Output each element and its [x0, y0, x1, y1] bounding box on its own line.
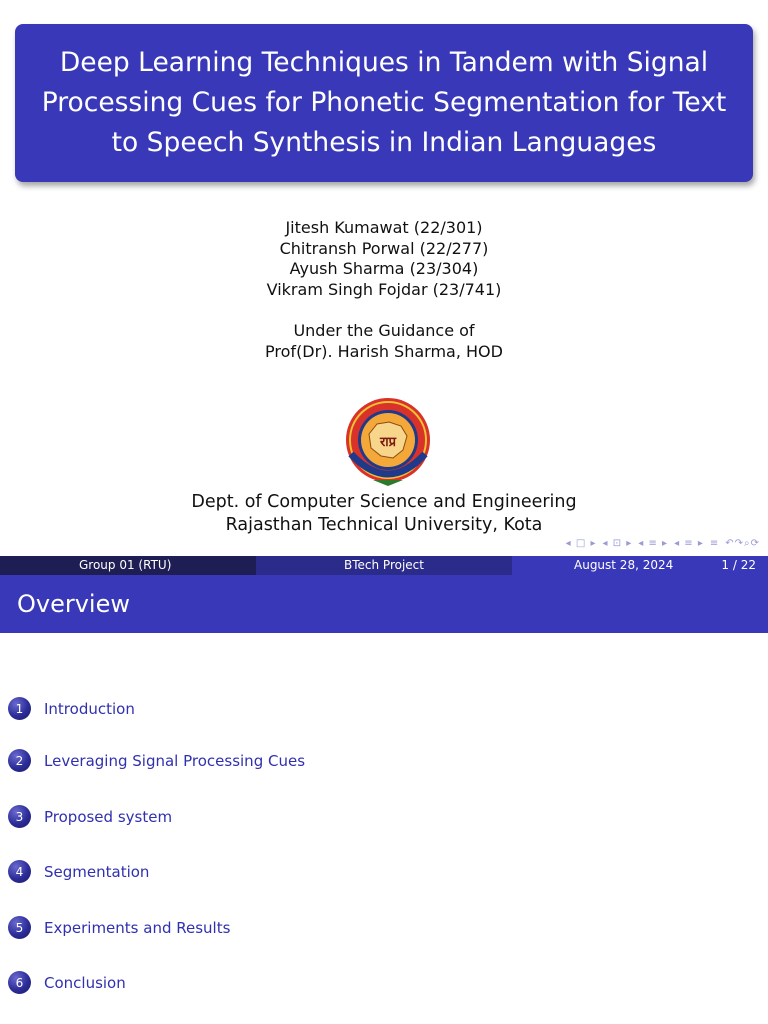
svg-text:राप्र: राप्र: [379, 435, 397, 450]
slide-footer: [0, 556, 768, 575]
toc-link[interactable]: Leveraging Signal Processing Cues: [44, 751, 306, 770]
toc-item-signal-processing[interactable]: [8, 749, 305, 772]
university-seal-icon: [343, 394, 433, 488]
toc-number-ball: 6: [8, 971, 31, 994]
toc-number-ball: 1: [8, 697, 31, 720]
author-name: Chitransh Porwal (22/277): [279, 238, 489, 258]
toc-link[interactable]: Proposed system: [44, 807, 173, 826]
footer-date: August 28, 2024: [574, 558, 674, 572]
footer-group-cell: [0, 556, 256, 575]
toc-number-ball: 4: [8, 860, 31, 883]
beamer-navigation[interactable]: [566, 538, 760, 549]
overview-slide: [0, 575, 768, 1024]
frame-title-bar: [0, 575, 768, 633]
guide-name: Prof(Dr). Harish Sharma, HOD: [265, 342, 503, 361]
toc-item-segmentation[interactable]: [8, 860, 149, 883]
author-name: Ayush Sharma (23/304): [289, 259, 479, 278]
department-name: Dept. of Computer Science and Engineering: [191, 492, 577, 512]
footer-page-number: 1 / 22: [721, 558, 756, 572]
footer-project: BTech Project: [256, 556, 512, 575]
nav-section-icon[interactable]: ◂ ≡ ▸: [638, 538, 669, 549]
toc-number-ball: 5: [8, 916, 31, 939]
author-name: Vikram Singh Fojdar (23/741): [266, 279, 502, 299]
frame-title: Overview: [17, 590, 130, 618]
toc-link[interactable]: Conclusion: [44, 973, 126, 992]
toc-item-conclusion[interactable]: [8, 971, 126, 994]
author-list: [0, 218, 768, 300]
toc-link[interactable]: Introduction: [44, 699, 135, 718]
toc-item-experiments[interactable]: [8, 916, 230, 939]
toc-link[interactable]: Experiments and Results: [44, 918, 231, 937]
title-box: [15, 24, 753, 182]
nav-search-icon[interactable]: ↶↷⌕⟳: [725, 538, 760, 549]
guidance-block: [0, 320, 768, 362]
toc-item-introduction[interactable]: [8, 697, 135, 720]
toc-link[interactable]: Segmentation: [44, 862, 150, 881]
nav-menu-icon[interactable]: ≡: [709, 538, 720, 549]
author-name: Jitesh Kumawat (22/301): [285, 218, 483, 237]
footer-date-cell: [512, 556, 768, 575]
toc-item-proposed-system[interactable]: [8, 805, 172, 828]
footer-group: Group 01 (RTU): [79, 558, 172, 572]
guidance-label: Under the Guidance of: [293, 321, 475, 340]
toc-number-ball: 2: [8, 749, 31, 772]
nav-toc-icon[interactable]: ◂ ≡ ▸: [674, 538, 704, 549]
toc-number-ball: 3: [8, 805, 31, 828]
nav-frame-icon[interactable]: ◂ □ ▸: [565, 538, 597, 549]
nav-subsection-icon[interactable]: ◂ ⊡ ▸: [602, 538, 633, 549]
presentation-title: Deep Learning Techniques in Tandem with Signal Processing Cues for Phonetic Segmentation for Text to Speech Synthesis in Indian Languages: [41, 47, 727, 158]
department-block: [0, 491, 768, 537]
university-name: Rajasthan Technical University, Kota: [225, 515, 543, 535]
